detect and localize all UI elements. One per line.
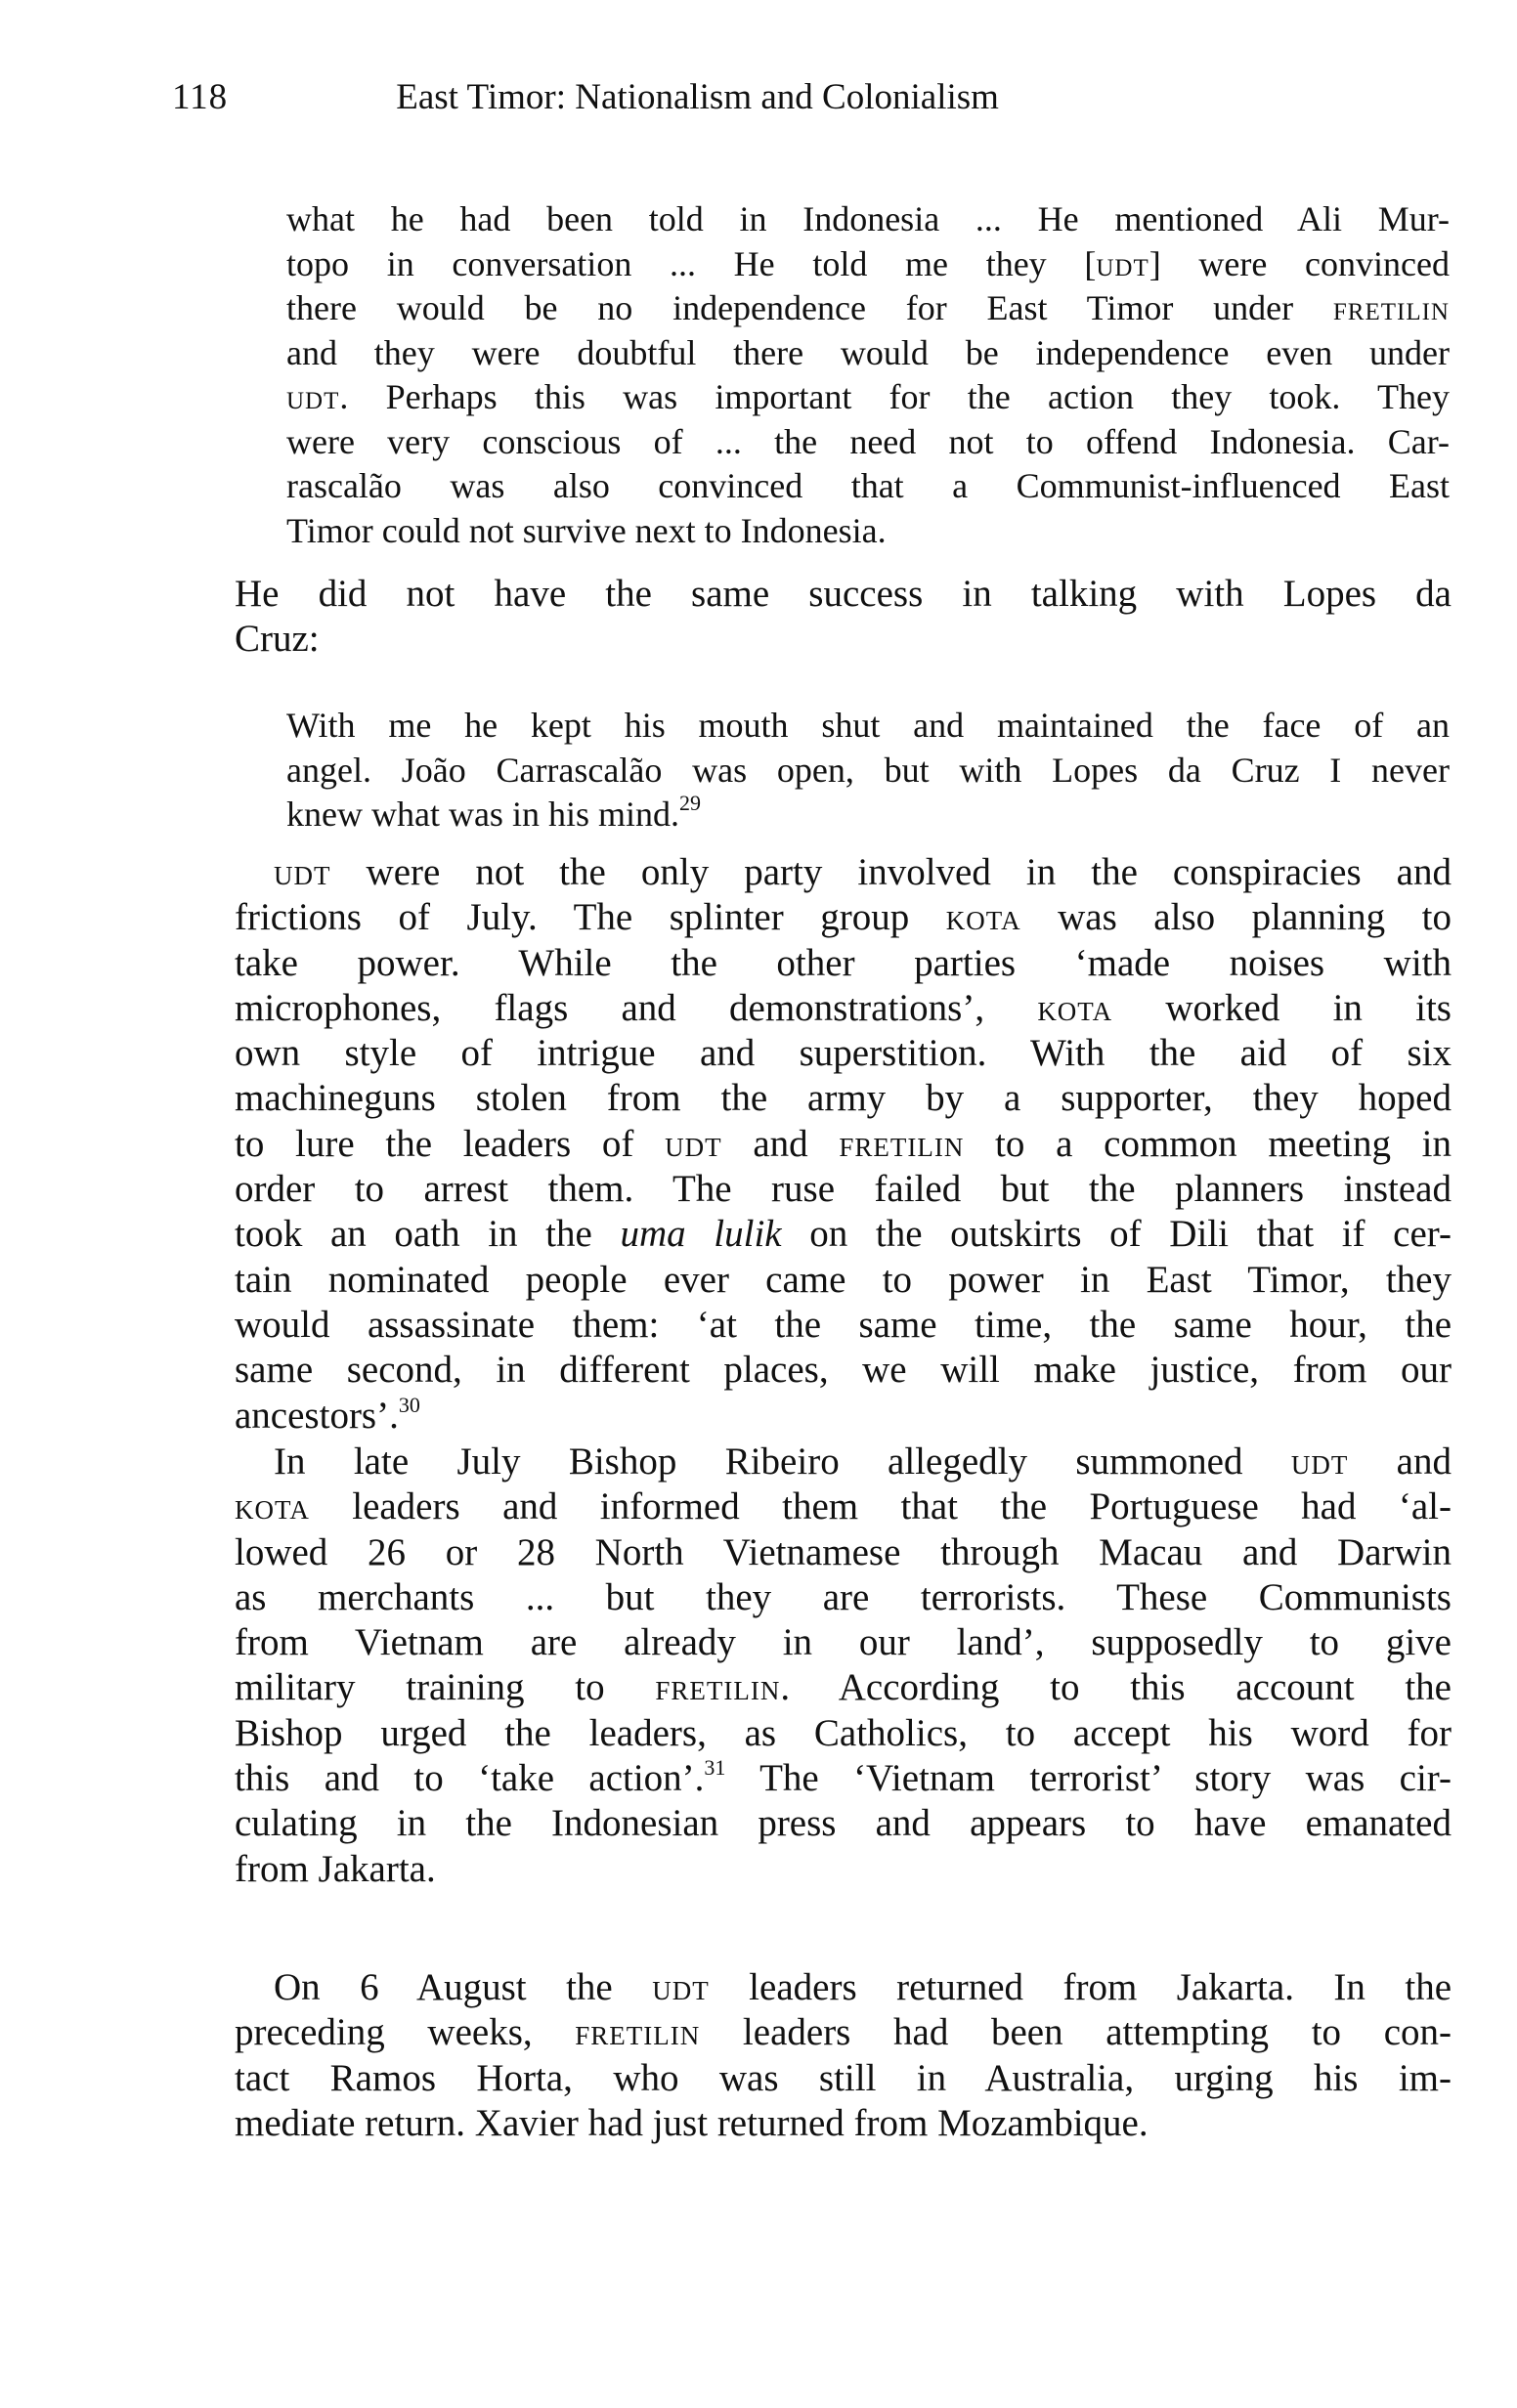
text-line: mediate return. Xavier had just returned from Mozambique. <box>235 2101 1149 2144</box>
text-line: rascalão was also convinced that a Communist-influenced East <box>286 466 1450 505</box>
text-line: from Jakarta. <box>235 1847 436 1890</box>
text-line: take power. While the other parties ‘made noises with <box>235 941 1452 984</box>
text-line: With me he kept his mouth shut and maintained the face of an <box>286 706 1450 745</box>
party-acronym: udt <box>1290 1440 1349 1483</box>
text-line: topo in conversation ... He told me they [udt] were convinced <box>286 243 1450 283</box>
text-line: On 6 August the udt leaders returned from Jakarta. In the <box>274 1966 1452 2008</box>
page-number: 118 <box>172 77 229 117</box>
text-line: there would be no independence for East Timor under fretilin <box>286 288 1450 327</box>
text-line: Timor could not survive next to Indonesia. <box>286 510 887 550</box>
party-acronym: kota <box>235 1485 310 1528</box>
book-title: East Timor: Nationalism and Colonialism <box>396 77 999 117</box>
party-acronym: udt <box>274 851 331 893</box>
party-acronym: kota <box>1037 986 1113 1029</box>
block-quote-lopes <box>286 704 1450 838</box>
text-line: tact Ramos Horta, who was still in Australia, urging his im- <box>235 2056 1452 2099</box>
party-acronym: udt <box>652 1966 710 2008</box>
party-acronym: kota <box>945 896 1021 939</box>
text-line: knew what was in his mind.$^{29}$ <box>286 791 701 834</box>
party-acronym: fretilin <box>575 2011 701 2054</box>
text-line: from Vietnam are already in our land’, supposedly to give <box>235 1621 1452 1664</box>
text-line: to lure the leaders of udt and fretilin to a common meeting in <box>235 1122 1452 1165</box>
party-acronym: fretilin <box>839 1122 965 1165</box>
text-line: He did not have the same success in talking with Lopes da <box>235 573 1452 615</box>
text-line: and they were doubtful there would be independence even under <box>286 332 1450 372</box>
text-line: In late July Bishop Ribeiro allegedly summoned udt and <box>274 1440 1452 1483</box>
text-line: as merchants ... but they are terrorists. These Communists <box>235 1575 1452 1618</box>
text-line: own style of intrigue and superstition. With the aid of six <box>235 1032 1452 1075</box>
text-line: order to arrest them. The ruse failed but the planners instead <box>235 1168 1452 1211</box>
paragraph-bishop-ribeiro <box>235 1440 1452 1892</box>
text-line: angel. João Carrascalão was open, but with Lopes da Cruz I never <box>286 750 1450 790</box>
text-line: were very conscious of ... the need not to offend Indonesia. Car- <box>286 421 1450 461</box>
text-line: this and to ‘take action’.$^{31}$ The ‘Vietnam terrorist’ story was cir- <box>235 1755 1452 1800</box>
text-line: culating in the Indonesian press and appears to have emanated <box>235 1802 1452 1845</box>
text-line: preceding weeks, fretilin leaders had been attempting to con- <box>235 2011 1452 2054</box>
footnote-ref: 30 <box>398 1392 420 1417</box>
text-line: Cruz: <box>235 618 320 661</box>
text-line: microphones, flags and demonstrations’, kota worked in its <box>235 986 1452 1029</box>
running-head <box>172 68 1247 127</box>
party-acronym: fretilin <box>1332 288 1450 327</box>
text-line: would assassinate them: ‘at the same time, the same hour, the <box>235 1303 1452 1346</box>
party-acronym: fretilin <box>655 1666 781 1709</box>
italic-term: uma lulik <box>620 1213 782 1256</box>
paragraph-kota <box>235 850 1452 1439</box>
text-line: ancestors’.$^{30}$ <box>235 1392 420 1437</box>
paragraph-6-august <box>235 1965 1452 2146</box>
text-line: udt. Perhaps this was important for the action they took. They <box>286 377 1450 416</box>
party-acronym: udt <box>286 377 340 416</box>
text-line: what he had been told in Indonesia ... He mentioned Ali Mur- <box>286 199 1450 238</box>
text-line: machineguns stolen from the army by a supporter, they hoped <box>235 1077 1452 1120</box>
footnote-ref: 29 <box>678 791 701 815</box>
text-line: Bishop urged the leaders, as Catholics, to accept his word for <box>235 1711 1452 1754</box>
party-acronym: udt <box>665 1122 722 1165</box>
footnote-ref: 31 <box>704 1755 726 1781</box>
text-line: kota leaders and informed them that the Portuguese had ‘al- <box>235 1485 1452 1528</box>
text-line: lowed 26 or 28 North Vietnamese through Macau and Darwin <box>235 1530 1452 1573</box>
text-line: same second, in different places, we will make justice, from our <box>235 1349 1452 1392</box>
text-line: frictions of July. The splinter group kota was also planning to <box>235 896 1452 939</box>
block-quote-muropo <box>286 197 1450 553</box>
text-line: tain nominated people ever came to power in East Timor, they <box>235 1258 1452 1301</box>
text-line: took an oath in the uma lulik on the outskirts of Dili that if cer- <box>235 1213 1452 1256</box>
text-line: military training to fretilin. According to this account the <box>235 1666 1452 1709</box>
paragraph-lopes-da-cruz <box>235 572 1452 663</box>
party-acronym: udt <box>1096 243 1149 283</box>
text-line: udt were not the only party involved in the conspiracies and <box>274 851 1452 893</box>
